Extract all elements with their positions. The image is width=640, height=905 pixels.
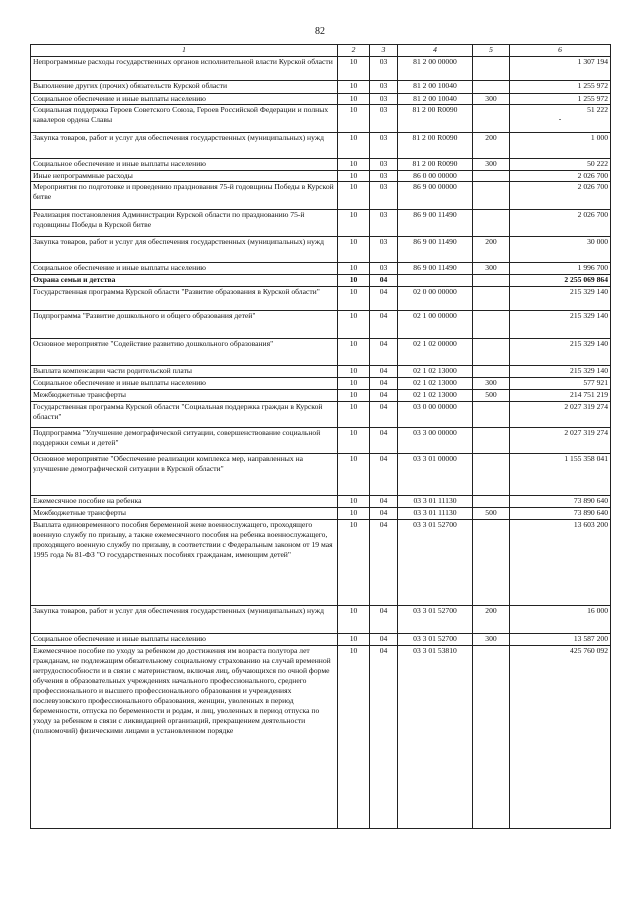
row-subsection-cell: 04 [370,634,398,646]
row-section-cell: 10 [338,57,370,81]
row-name-cell: Основное мероприятие "Обеспечение реализации комплекса мер, направленных на улучшение демографической ситуации в Курской области" [31,454,338,496]
row-subsection-cell: 04 [370,520,398,606]
row-target-article-cell: 03 0 00 00000 [398,402,473,428]
row-amount-cell: 50 222 [510,159,611,171]
row-expense-type-cell [473,428,510,454]
row-section-cell: 10 [338,171,370,182]
row-section-cell: 10 [338,133,370,159]
row-amount-cell: 73 890 640 [510,496,611,508]
row-subsection-cell: 03 [370,182,398,210]
row-amount-cell: 16 000 [510,606,611,634]
row-target-article-cell: 86 9 00 00000 [398,182,473,210]
table-row [31,94,611,105]
row-expense-type-cell: 300 [473,159,510,171]
row-target-article-cell: 81 2 00 10040 [398,81,473,94]
row-expense-type-cell [473,520,510,606]
row-name-cell: Социальное обеспечение и иные выплаты населению [31,94,338,105]
row-subsection-cell: 04 [370,606,398,634]
row-name-cell: Выплата единовременного пособия беременной жене военнослужащего, проходящего военную службу по призыву, а также ежемесячного пособия на ребенка военнослужащего, проходящего военную службу по призыву, в соответствии с Федеральным законом от 19 мая 1995 года № 81-ФЗ "О государственных пособиях гражданам, имеющим детей" [31,520,338,606]
row-subsection-cell: 04 [370,275,398,287]
table-row [31,634,611,646]
column-header-5: 5 [473,45,510,57]
row-name-cell: Охрана семьи и детства [31,275,338,287]
row-name-cell: Государственная программа Курской области "Развитие образования в Курской области" [31,287,338,311]
row-amount-cell: 2 027 319 274 [510,402,611,428]
row-section-cell: 10 [338,520,370,606]
row-subsection-cell: 04 [370,311,398,339]
row-subsection-cell: 04 [370,390,398,402]
row-target-article-cell: 02 1 02 13000 [398,378,473,390]
row-name-cell: Иные непрограммные расходы [31,171,338,182]
row-subsection-cell: 04 [370,339,398,366]
row-section-cell: 10 [338,646,370,829]
row-subsection-cell: 03 [370,133,398,159]
row-amount-cell: 1 307 194 [510,57,611,81]
row-amount-cell: 2 255 069 864 [510,275,611,287]
row-subsection-cell: 04 [370,454,398,496]
page-number: 82 [315,26,325,37]
row-expense-type-cell: 500 [473,508,510,520]
row-target-article-cell: 03 3 01 11130 [398,508,473,520]
row-subsection-cell: 04 [370,287,398,311]
row-name-cell: Подпрограмма "Развитие дошкольного и общего образования детей" [31,311,338,339]
table-row [31,428,611,454]
row-amount-cell: 30 000 [510,237,611,263]
table-row [31,237,611,263]
row-subsection-cell: 04 [370,366,398,378]
row-name-cell: Мероприятия по подготовке и проведению празднования 75-й годовщины Победы в Курской битве [31,182,338,210]
table-row [31,133,611,159]
row-expense-type-cell [473,339,510,366]
row-section-cell: 10 [338,606,370,634]
row-expense-type-cell: 500 [473,390,510,402]
row-section-cell: 10 [338,287,370,311]
column-header-6: 6 [510,45,611,57]
row-target-article-cell: 02 1 02 13000 [398,366,473,378]
row-amount-cell: 2 027 319 274 [510,428,611,454]
row-target-article-cell: 81 2 00 R0090 [398,159,473,171]
row-expense-type-cell [473,496,510,508]
row-amount-cell: 13 603 200 [510,520,611,606]
row-amount-cell: 2 026 700 [510,182,611,210]
row-subsection-cell: 03 [370,237,398,263]
row-target-article-cell: 03 3 01 52700 [398,606,473,634]
row-name-cell: Непрограммные расходы государственных органов исполнительной власти Курской области [31,57,338,81]
row-amount-cell: 215 329 140 [510,366,611,378]
row-amount-cell: 1 255 972 [510,81,611,94]
table-row [31,390,611,402]
budget-table [30,44,611,829]
row-target-article-cell: 03 3 01 52700 [398,634,473,646]
row-section-cell: 10 [338,237,370,263]
row-target-article-cell: 81 2 00 00000 [398,57,473,81]
row-section-cell: 10 [338,454,370,496]
row-name-cell: Реализация постановления Администрации Курской области по празднованию 75-й годовщины Победы в Курской битве [31,210,338,237]
row-target-article-cell: 86 9 00 11490 [398,263,473,275]
table-row [31,311,611,339]
row-name-cell: Ежемесячное пособие по уходу за ребенком до достижения им возраста полутора лет гражданам, не подлежащим обязательному социальному страхованию на случай временной нетрудоспособности и в связи с материнством, включая лиц, обучающихся по очной форме обучения в образовательных учреждениях начального профессионального, среднего профессионального и высшего профессионального образования и учреждениях послевузовского профессионального образования, женщин, уволенных в период беременности, отпуска по беременности и родам, и лиц, уволенных в период отпуска по уходу за ребенком в связи с ликвидацией организаций, прекращением деятельности (полномочий) физическими лицами в установленном порядке [31,646,338,829]
column-header-2: 2 [338,45,370,57]
row-section-cell: 10 [338,275,370,287]
row-target-article-cell: 86 0 00 00000 [398,171,473,182]
row-subsection-cell: 03 [370,159,398,171]
row-section-cell: 10 [338,634,370,646]
row-expense-type-cell [473,182,510,210]
row-target-article-cell: 86 9 00 11490 [398,237,473,263]
amount-value: 51 222 [587,105,608,114]
table-row [31,210,611,237]
row-section-cell: 10 [338,428,370,454]
table-row [31,171,611,182]
table-row [31,508,611,520]
table-row [31,646,611,829]
row-target-article-cell: 03 3 01 11130 [398,496,473,508]
row-amount-cell: 215 329 140 [510,287,611,311]
row-name-cell: Социальная поддержка Героев Советского Союза, Героев Российской Федерации и полных кавалеров ордена Славы [31,105,338,133]
row-target-article-cell [398,275,473,287]
table-row [31,520,611,606]
row-name-cell: Подпрограмма "Улучшение демографической ситуации, совершенствование социальной поддержки семьи и детей" [31,428,338,454]
row-section-cell: 10 [338,339,370,366]
row-target-article-cell: 02 1 00 00000 [398,311,473,339]
row-name-cell: Закупка товаров, работ и услуг для обеспечения государственных (муниципальных) нужд [31,133,338,159]
row-target-article-cell: 02 1 02 13000 [398,390,473,402]
row-expense-type-cell: 300 [473,94,510,105]
row-subsection-cell: 03 [370,263,398,275]
row-expense-type-cell [473,454,510,496]
row-subsection-cell: 03 [370,57,398,81]
row-section-cell: 10 [338,378,370,390]
row-section-cell: 10 [338,105,370,133]
row-subsection-cell: 03 [370,94,398,105]
row-target-article-cell: 03 3 01 52700 [398,520,473,606]
row-name-cell: Социальное обеспечение и иные выплаты населению [31,378,338,390]
row-amount-cell: 214 751 219 [510,390,611,402]
row-expense-type-cell: 300 [473,634,510,646]
column-header-4: 4 [398,45,473,57]
table-row [31,159,611,171]
row-subsection-cell: 03 [370,171,398,182]
row-amount-cell: 2 026 700 [510,171,611,182]
row-name-cell: Межбюджетные трансферты [31,508,338,520]
row-amount-cell: 215 329 140 [510,339,611,366]
row-target-article-cell: 03 3 00 00000 [398,428,473,454]
row-expense-type-cell: 300 [473,263,510,275]
row-target-article-cell: 81 2 00 10040 [398,94,473,105]
table-row [31,378,611,390]
row-subsection-cell: 03 [370,105,398,133]
table-row [31,339,611,366]
row-section-cell: 10 [338,159,370,171]
row-name-cell: Ежемесячное пособие на ребенка [31,496,338,508]
row-expense-type-cell [473,311,510,339]
row-name-cell: Закупка товаров, работ и услуг для обеспечения государственных (муниципальных) нужд [31,606,338,634]
row-expense-type-cell: 200 [473,133,510,159]
row-subsection-cell: 03 [370,81,398,94]
row-expense-type-cell [473,287,510,311]
row-section-cell: 10 [338,402,370,428]
table-body [31,57,611,829]
row-amount-cell: 1 155 358 041 [510,454,611,496]
row-amount-cell: 1 255 972 [510,94,611,105]
table-row [31,263,611,275]
row-section-cell: 10 [338,508,370,520]
row-subsection-cell: 04 [370,646,398,829]
row-subsection-cell: 03 [370,210,398,237]
table-row [31,454,611,496]
row-section-cell: 10 [338,390,370,402]
row-section-cell: 10 [338,81,370,94]
row-section-cell: 10 [338,311,370,339]
row-name-cell: Основное мероприятие "Содействие развитию дошкольного образования" [31,339,338,366]
row-target-article-cell: 03 3 01 00000 [398,454,473,496]
row-subsection-cell: 04 [370,402,398,428]
table-row [31,81,611,94]
table-row [31,275,611,287]
table-row [31,57,611,81]
row-amount-cell: 577 921 [510,378,611,390]
row-expense-type-cell [473,171,510,182]
table-row [31,287,611,311]
row-amount-cell: 13 587 200 [510,634,611,646]
row-subsection-cell: 04 [370,508,398,520]
table-row [31,366,611,378]
row-name-cell: Закупка товаров, работ и услуг для обеспечения государственных (муниципальных) нужд [31,237,338,263]
row-expense-type-cell [473,57,510,81]
row-name-cell: Выполнение других (прочих) обязательств Курской области [31,81,338,94]
row-name-cell: Межбюджетные трансферты [31,390,338,402]
row-expense-type-cell [473,210,510,237]
row-section-cell: 10 [338,496,370,508]
row-subsection-cell: 04 [370,496,398,508]
row-section-cell: 10 [338,210,370,237]
row-expense-type-cell: 200 [473,237,510,263]
table-row [31,402,611,428]
row-target-article-cell: 86 9 00 11490 [398,210,473,237]
table-row [31,182,611,210]
row-amount-cell: 425 760 092 [510,646,611,829]
column-header-1: 1 [31,45,338,57]
row-target-article-cell: 02 0 00 00000 [398,287,473,311]
column-header-3: 3 [370,45,398,57]
row-section-cell: 10 [338,366,370,378]
row-subsection-cell: 04 [370,428,398,454]
row-name-cell: Выплата компенсации части родительской платы [31,366,338,378]
row-name-cell: Государственная программа Курской области "Социальная поддержка граждан в Курской области" [31,402,338,428]
row-amount-cell: 2 026 700 [510,210,611,237]
row-section-cell: 10 [338,94,370,105]
tick-mark: - [558,114,562,123]
row-target-article-cell: 02 1 02 00000 [398,339,473,366]
row-expense-type-cell [473,402,510,428]
row-expense-type-cell: 300 [473,378,510,390]
row-target-article-cell: 81 2 00 R0090 [398,133,473,159]
row-amount-cell [510,105,611,133]
row-expense-type-cell [473,366,510,378]
row-name-cell: Социальное обеспечение и иные выплаты населению [31,159,338,171]
row-section-cell: 10 [338,182,370,210]
row-expense-type-cell [473,81,510,94]
row-section-cell: 10 [338,263,370,275]
row-amount-cell: 73 890 640 [510,508,611,520]
row-name-cell: Социальное обеспечение и иные выплаты населению [31,634,338,646]
table-row [31,496,611,508]
row-expense-type-cell [473,105,510,133]
row-name-cell: Социальное обеспечение и иные выплаты населению [31,263,338,275]
row-amount-cell: 215 329 140 [510,311,611,339]
row-subsection-cell: 04 [370,378,398,390]
row-expense-type-cell: 200 [473,606,510,634]
row-expense-type-cell [473,646,510,829]
row-target-article-cell: 03 3 01 53810 [398,646,473,829]
row-amount-cell: 1 996 700 [510,263,611,275]
column-number-row [31,45,611,57]
table-row [31,105,611,133]
row-target-article-cell: 81 2 00 R0090 [398,105,473,133]
table-row [31,606,611,634]
row-expense-type-cell [473,275,510,287]
row-amount-cell: 1 000 [510,133,611,159]
